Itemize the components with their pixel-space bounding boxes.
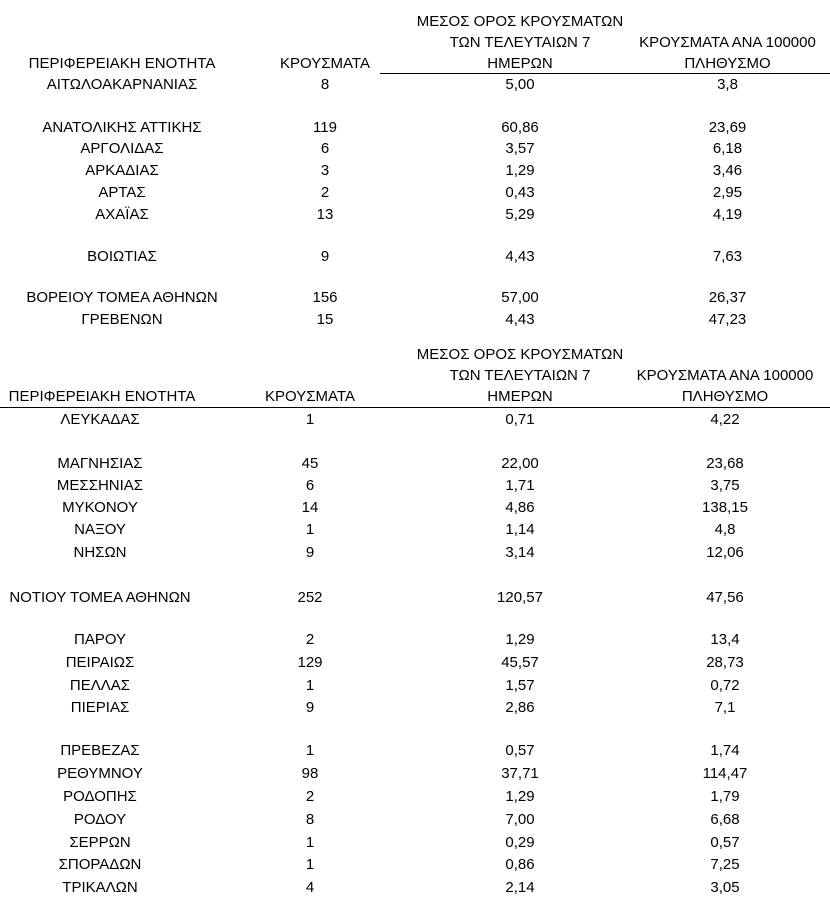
table-row — [0, 810, 830, 830]
cell-cases: 45 — [301, 455, 319, 472]
cell-avg: 1,57 — [505, 677, 535, 694]
header-per100k-line2: ΠΛΗΘΥΣΜΟ — [681, 388, 769, 405]
cell-region: ΠΕΛΛΑΣ — [69, 677, 131, 694]
cell-per100k: 28,73 — [706, 654, 744, 671]
cell-region: ΝΑΞΟΥ — [74, 521, 126, 538]
cell-region: ΡΟΔΟΠΗΣ — [63, 788, 137, 805]
cell-cases: 1 — [305, 834, 315, 851]
header-rule — [0, 407, 830, 408]
table-row — [0, 75, 830, 95]
cell-cases: 1 — [305, 521, 315, 538]
cell-per100k: 1,79 — [710, 788, 740, 805]
header-rule — [380, 73, 830, 74]
cell-per100k: 47,56 — [706, 589, 744, 606]
header-avg-line2: ΤΩΝ ΤΕΛΕΥΤΑΙΩΝ 7 — [449, 34, 591, 51]
cell-cases: 9 — [305, 544, 315, 561]
table-row — [0, 698, 830, 718]
cell-avg: 0,71 — [505, 411, 535, 428]
header-per100k-line2: ΠΛΗΘΥΣΜΟ — [684, 55, 771, 72]
header-per100k-line1: ΚΡΟΥΣΜΑΤΑ ΑΝΑ 100000 — [636, 367, 814, 384]
cell-per100k: 3,75 — [710, 477, 740, 494]
cell-per100k: 0,57 — [710, 834, 740, 851]
table-row — [0, 653, 830, 673]
cell-avg: 37,71 — [501, 765, 539, 782]
header-avg-line3: ΗΜΕΡΩΝ — [487, 55, 553, 72]
cell-avg: 4,86 — [505, 499, 535, 516]
table-row — [0, 205, 830, 225]
cell-per100k: 23,68 — [706, 455, 744, 472]
cell-avg: 2,86 — [505, 699, 535, 716]
cell-avg: 1,29 — [505, 788, 535, 805]
cell-per100k: 4,22 — [710, 411, 740, 428]
cell-region: ΡΟΔΟΥ — [73, 811, 127, 828]
cell-cases: 1 — [305, 677, 315, 694]
cell-cases: 98 — [301, 765, 319, 782]
cell-per100k: 7,63 — [712, 248, 743, 265]
cell-cases: 9 — [320, 248, 330, 265]
header-region: ΠΕΡΙΦΕΡΕΙΑΚΗ ΕΝΟΤΗΤΑ — [28, 55, 216, 72]
cell-cases: 14 — [301, 499, 319, 516]
table-1-header — [0, 0, 830, 74]
table-1-body — [0, 75, 830, 335]
cell-avg: 0,29 — [505, 834, 535, 851]
cell-cases: 4 — [305, 879, 315, 896]
cell-cases: 156 — [312, 289, 338, 306]
table-row — [0, 310, 830, 330]
cell-region: ΜΕΣΣΗΝΙΑΣ — [56, 477, 144, 494]
cell-cases: 1 — [305, 411, 315, 428]
header-avg-line1: ΜΕΣΟΣ ΟΡΟΣ ΚΡΟΥΣΜΑΤΩΝ — [416, 346, 624, 363]
table-2-body — [0, 410, 830, 897]
cell-region: ΝΟΤΙΟΥ ΤΟΜΕΑ ΑΘΗΝΩΝ — [9, 589, 191, 606]
table-row — [0, 410, 830, 430]
cell-avg: 45,57 — [501, 654, 539, 671]
cell-region: ΡΕΘΥΜΝΟΥ — [57, 765, 143, 782]
cell-cases: 252 — [297, 589, 323, 606]
cell-per100k: 4,19 — [712, 206, 743, 223]
cell-cases: 2 — [320, 184, 330, 201]
table-row — [0, 498, 830, 518]
cell-region: ΤΡΙΚΑΛΩΝ — [62, 879, 138, 896]
cell-region: ΝΗΣΩΝ — [73, 544, 127, 561]
table-row — [0, 787, 830, 807]
cell-region: ΠΕΙΡΑΙΩΣ — [65, 654, 135, 671]
table-2-header — [0, 343, 830, 409]
header-per100k-line1: ΚΡΟΥΣΜΑΤΑ ΑΝΑ 100000 — [639, 34, 816, 51]
cell-per100k: 0,72 — [710, 677, 740, 694]
table-row — [0, 139, 830, 159]
header-avg-line1: ΜΕΣΟΣ ΟΡΟΣ ΚΡΟΥΣΜΑΤΩΝ — [416, 13, 624, 30]
cell-per100k: 3,05 — [710, 879, 740, 896]
cell-avg: 1,29 — [505, 162, 535, 179]
cell-cases: 8 — [305, 811, 315, 828]
cell-region: ΑΡΓΟΛΙΔΑΣ — [80, 140, 164, 157]
cell-per100k: 6,18 — [712, 140, 743, 157]
table-row — [0, 741, 830, 761]
cell-region: ΠΡΕΒΕΖΑΣ — [60, 742, 140, 759]
cell-region: ΣΠΟΡΑΔΩΝ — [58, 856, 142, 873]
cell-region: ΑΧΑΪΑΣ — [95, 206, 149, 223]
table-row — [0, 247, 830, 267]
cell-avg: 3,14 — [505, 544, 535, 561]
cell-avg: 1,14 — [505, 521, 535, 538]
table-row — [0, 630, 830, 650]
cell-region: ΣΕΡΡΩΝ — [69, 834, 131, 851]
cell-per100k: 12,06 — [706, 544, 744, 561]
cell-per100k: 13,4 — [710, 631, 740, 648]
cell-avg: 60,86 — [501, 119, 539, 136]
cell-region: ΓΡΕΒΕΝΩΝ — [81, 311, 163, 328]
cell-cases: 2 — [305, 631, 315, 648]
table-row — [0, 833, 830, 853]
header-avg-line2: ΤΩΝ ΤΕΛΕΥΤΑΙΩΝ 7 — [449, 367, 591, 384]
cell-avg: 5,29 — [505, 206, 535, 223]
table-row — [0, 454, 830, 474]
cell-per100k: 7,25 — [710, 856, 740, 873]
cell-avg: 1,29 — [505, 631, 535, 648]
cell-per100k: 23,69 — [708, 119, 747, 136]
header-region: ΠΕΡΙΦΕΡΕΙΑΚΗ ΕΝΟΤΗΤΑ — [8, 388, 196, 405]
cell-avg: 5,00 — [505, 76, 535, 93]
cell-region: ΑΝΑΤΟΛΙΚΗΣ ΑΤΤΙΚΗΣ — [42, 119, 202, 136]
table-row — [0, 183, 830, 203]
table-row — [0, 543, 830, 563]
cell-per100k: 3,46 — [712, 162, 743, 179]
cell-per100k: 26,37 — [708, 289, 747, 306]
cell-avg: 57,00 — [501, 289, 539, 306]
cell-cases: 13 — [316, 206, 334, 223]
cell-region: ΜΑΓΝΗΣΙΑΣ — [57, 455, 143, 472]
cell-region: ΜΥΚΟΝΟΥ — [62, 499, 138, 516]
cell-per100k: 114,47 — [702, 765, 748, 782]
cell-region: ΑΙΤΩΛΟΑΚΑΡΝΑΝΙΑΣ — [46, 76, 198, 93]
cell-cases: 3 — [320, 162, 330, 179]
table-row — [0, 588, 830, 608]
cell-avg: 7,00 — [505, 811, 535, 828]
cell-region: ΠΑΡΟΥ — [73, 631, 127, 648]
cell-avg: 4,43 — [505, 248, 535, 265]
table-row — [0, 476, 830, 496]
cell-per100k: 2,95 — [712, 184, 743, 201]
cell-avg: 4,43 — [505, 311, 535, 328]
header-avg-line3: ΗΜΕΡΩΝ — [487, 388, 553, 405]
cell-avg: 0,57 — [505, 742, 535, 759]
cell-cases: 9 — [305, 699, 315, 716]
cell-region: ΑΡΚΑΔΙΑΣ — [85, 162, 159, 179]
cell-avg: 2,14 — [505, 879, 535, 896]
table-row — [0, 118, 830, 138]
cell-cases: 1 — [305, 856, 315, 873]
cell-cases: 2 — [305, 788, 315, 805]
cell-region: ΒΟΙΩΤΙΑΣ — [87, 248, 157, 265]
cell-per100k: 3,8 — [717, 76, 738, 93]
cell-avg: 22,00 — [501, 455, 539, 472]
cell-avg: 1,71 — [505, 477, 535, 494]
cell-per100k: 1,74 — [710, 742, 740, 759]
cell-avg: 0,86 — [505, 856, 535, 873]
cell-per100k: 6,68 — [710, 811, 740, 828]
cell-avg: 0,43 — [505, 184, 535, 201]
cell-cases: 1 — [305, 742, 315, 759]
cell-cases: 6 — [320, 140, 330, 157]
cell-cases: 15 — [316, 311, 334, 328]
table-row — [0, 764, 830, 784]
cell-region: ΛΕΥΚΑΔΑΣ — [60, 411, 140, 428]
cell-cases: 129 — [297, 654, 323, 671]
cell-cases: 8 — [320, 76, 330, 93]
table-row — [0, 161, 830, 181]
cell-per100k: 4,8 — [714, 521, 736, 538]
table-row — [0, 878, 830, 898]
cell-per100k: 138,15 — [702, 499, 748, 516]
cell-cases: 119 — [313, 119, 337, 136]
table-row — [0, 855, 830, 875]
header-cases: ΚΡΟΥΣΜΑΤΑ — [280, 55, 370, 72]
cell-per100k: 47,23 — [708, 311, 747, 328]
table-row — [0, 288, 830, 308]
cell-avg: 120,57 — [497, 589, 543, 606]
cell-region: ΒΟΡΕΙΟΥ ΤΟΜΕΑ ΑΘΗΝΩΝ — [26, 289, 218, 306]
table-row — [0, 676, 830, 696]
cell-region: ΑΡΤΑΣ — [98, 184, 146, 201]
table-row — [0, 520, 830, 540]
header-cases: ΚΡΟΥΣΜΑΤΑ — [265, 388, 355, 405]
cell-cases: 6 — [305, 477, 315, 494]
cell-per100k: 7,1 — [714, 699, 736, 716]
cell-region: ΠΙΕΡΙΑΣ — [70, 699, 130, 716]
cell-avg: 3,57 — [505, 140, 535, 157]
